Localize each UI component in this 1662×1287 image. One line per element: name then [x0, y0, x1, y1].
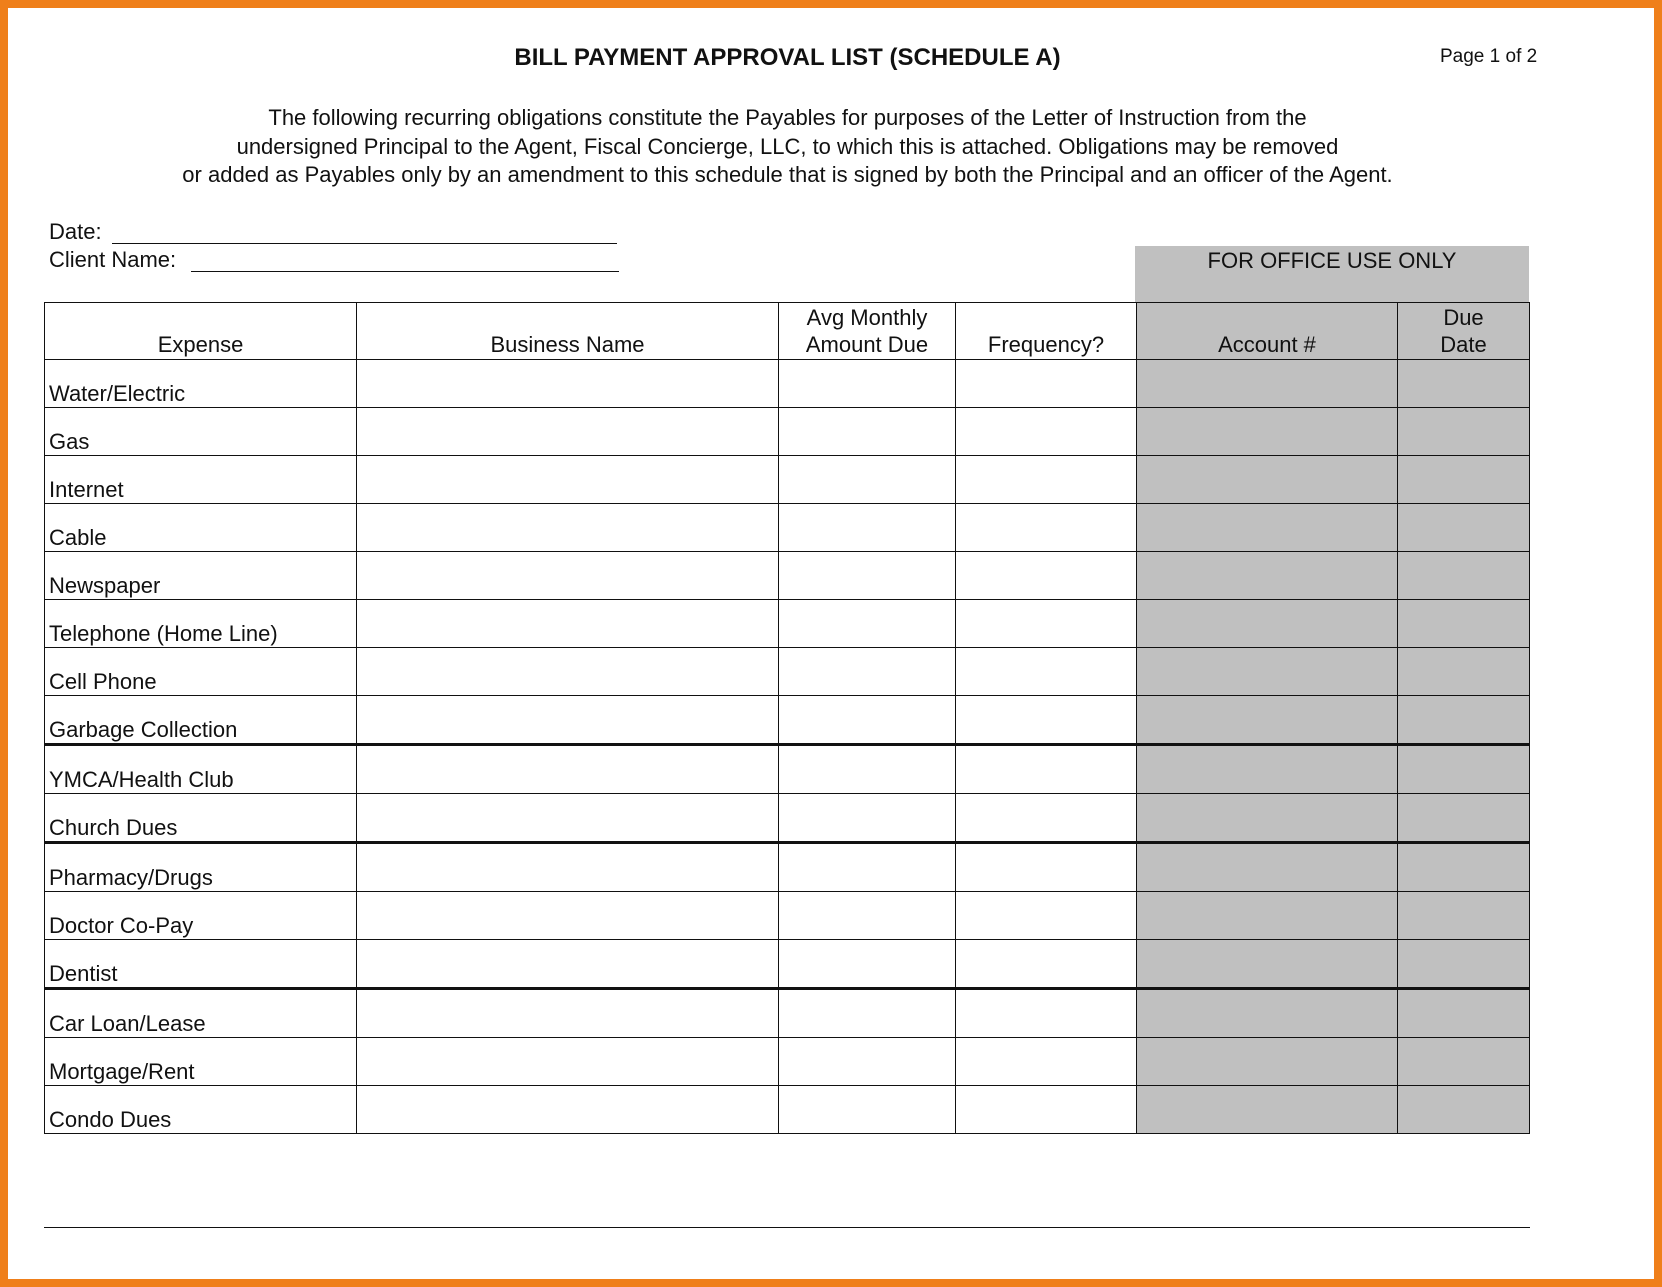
expense-cell: Condo Dues: [45, 1086, 357, 1134]
header-business-name-label: Business Name: [490, 332, 645, 357]
account-cell[interactable]: [1137, 1038, 1398, 1086]
business-name-cell[interactable]: [357, 892, 779, 940]
avg-amount-cell[interactable]: [779, 600, 956, 648]
table-row: [45, 843, 1530, 892]
expense-cell: Doctor Co-Pay: [45, 892, 357, 940]
business-name-cell[interactable]: [357, 989, 779, 1038]
due-date-cell[interactable]: [1398, 892, 1530, 940]
header-due-line1: Due: [1443, 305, 1484, 330]
table-row: [45, 892, 1530, 940]
frequency-cell[interactable]: [956, 843, 1137, 892]
header-due-date: [1398, 303, 1530, 360]
avg-amount-cell[interactable]: [779, 843, 956, 892]
business-name-cell[interactable]: [357, 745, 779, 794]
payables-table-wrapper: [44, 302, 1530, 1134]
frequency-cell[interactable]: [956, 456, 1137, 504]
frequency-cell[interactable]: [956, 989, 1137, 1038]
expense-cell: Newspaper: [45, 552, 357, 600]
table-row: [45, 1086, 1530, 1134]
business-name-cell[interactable]: [357, 843, 779, 892]
office-use-label: FOR OFFICE USE ONLY: [1207, 248, 1457, 273]
frequency-cell[interactable]: [956, 408, 1137, 456]
due-date-cell[interactable]: [1398, 360, 1530, 408]
header-account: [1137, 303, 1398, 360]
avg-amount-cell[interactable]: [779, 892, 956, 940]
avg-amount-cell[interactable]: [779, 1086, 956, 1134]
header-expense: [45, 303, 357, 360]
table-row: [45, 989, 1530, 1038]
due-date-cell[interactable]: [1398, 648, 1530, 696]
frequency-cell[interactable]: [956, 1038, 1137, 1086]
footer-rule: [44, 1227, 1530, 1228]
expense-cell: Garbage Collection: [45, 696, 357, 745]
table-row: [45, 504, 1530, 552]
header-avg-monthly-line2: Amount Due: [805, 332, 929, 357]
date-label: Date:: [49, 219, 102, 244]
avg-amount-cell[interactable]: [779, 794, 956, 843]
table-row: [45, 794, 1530, 843]
due-date-cell[interactable]: [1398, 745, 1530, 794]
business-name-cell[interactable]: [357, 1038, 779, 1086]
business-name-cell[interactable]: [357, 648, 779, 696]
avg-amount-cell[interactable]: [779, 1038, 956, 1086]
avg-amount-cell[interactable]: [779, 696, 956, 745]
avg-amount-cell[interactable]: [779, 456, 956, 504]
avg-amount-cell[interactable]: [779, 408, 956, 456]
header-avg-monthly: [779, 303, 956, 360]
account-cell[interactable]: [1137, 794, 1398, 843]
header-avg-monthly-line1: Avg Monthly: [806, 305, 928, 330]
due-date-cell[interactable]: [1398, 989, 1530, 1038]
account-cell[interactable]: [1137, 456, 1398, 504]
business-name-cell[interactable]: [357, 940, 779, 989]
table-header-row: [45, 303, 1530, 360]
table-row: [45, 648, 1530, 696]
header-account-label: Account #: [1218, 332, 1316, 357]
business-name-cell[interactable]: [357, 504, 779, 552]
frequency-cell[interactable]: [956, 794, 1137, 843]
account-cell[interactable]: [1137, 552, 1398, 600]
account-cell[interactable]: [1137, 940, 1398, 989]
table-row: [45, 408, 1530, 456]
avg-amount-cell[interactable]: [779, 989, 956, 1038]
business-name-cell[interactable]: [357, 1086, 779, 1134]
header-business-name: [357, 303, 779, 360]
frequency-cell[interactable]: [956, 552, 1137, 600]
avg-amount-cell[interactable]: [779, 940, 956, 989]
table-row: [45, 696, 1530, 745]
client-name-field[interactable]: [191, 271, 619, 272]
due-date-cell[interactable]: [1398, 552, 1530, 600]
expense-cell: Church Dues: [45, 794, 357, 843]
avg-amount-cell[interactable]: [779, 504, 956, 552]
due-date-cell[interactable]: [1398, 843, 1530, 892]
header-expense-label: Expense: [157, 332, 244, 357]
table-row: [45, 360, 1530, 408]
due-date-cell[interactable]: [1398, 940, 1530, 989]
account-cell[interactable]: [1137, 360, 1398, 408]
account-cell[interactable]: [1137, 408, 1398, 456]
expense-cell: YMCA/Health Club: [45, 745, 357, 794]
business-name-cell[interactable]: [357, 552, 779, 600]
avg-amount-cell[interactable]: [779, 360, 956, 408]
expense-cell: Pharmacy/Drugs: [45, 843, 357, 892]
frequency-cell[interactable]: [956, 940, 1137, 989]
due-date-cell[interactable]: [1398, 504, 1530, 552]
table-row: [45, 745, 1530, 794]
account-cell[interactable]: [1137, 745, 1398, 794]
frequency-cell[interactable]: [956, 360, 1137, 408]
account-cell[interactable]: [1137, 989, 1398, 1038]
table-row: [45, 600, 1530, 648]
account-cell[interactable]: [1137, 892, 1398, 940]
intro-line: The following recurring obligations constitute the Payables for purposes of the Letter of Instruction from the: [268, 105, 1307, 130]
due-date-cell[interactable]: [1398, 696, 1530, 745]
intro-line: undersigned Principal to the Agent, Fiscal Concierge, LLC, to which this is attached. Obligations may be removed: [236, 133, 1339, 159]
payables-table: [44, 302, 1530, 1134]
account-cell[interactable]: [1137, 600, 1398, 648]
expense-cell: Water/Electric: [45, 360, 357, 408]
business-name-cell[interactable]: [357, 456, 779, 504]
due-date-cell[interactable]: [1398, 794, 1530, 843]
due-date-cell[interactable]: [1398, 1086, 1530, 1134]
client-name-label: Client Name:: [49, 247, 177, 272]
table-row: [45, 552, 1530, 600]
frequency-cell[interactable]: [956, 696, 1137, 745]
intro-line: or added as Payables only by an amendment to this schedule that is signed by both the Principal and an officer of the Agent.: [182, 162, 1393, 187]
expense-cell: Gas: [45, 408, 357, 456]
due-date-cell[interactable]: [1398, 600, 1530, 648]
expense-cell: Internet: [45, 456, 357, 504]
header-frequency: [956, 303, 1137, 360]
business-name-cell[interactable]: [357, 794, 779, 843]
due-date-cell[interactable]: [1398, 1038, 1530, 1086]
table-row: [45, 940, 1530, 989]
expense-cell: Cell Phone: [45, 648, 357, 696]
header-frequency-label: Frequency?: [987, 332, 1105, 357]
business-name-cell[interactable]: [357, 600, 779, 648]
business-name-cell[interactable]: [357, 696, 779, 745]
expense-cell: Mortgage/Rent: [45, 1038, 357, 1086]
frequency-cell[interactable]: [956, 1086, 1137, 1134]
frequency-cell[interactable]: [956, 600, 1137, 648]
avg-amount-cell[interactable]: [779, 745, 956, 794]
due-date-cell[interactable]: [1398, 408, 1530, 456]
page-indicator: Page 1 of 2: [1440, 46, 1538, 67]
frequency-cell[interactable]: [956, 504, 1137, 552]
avg-amount-cell[interactable]: [779, 648, 956, 696]
table-row: [45, 456, 1530, 504]
account-cell[interactable]: [1137, 648, 1398, 696]
account-cell[interactable]: [1137, 1086, 1398, 1134]
frequency-cell[interactable]: [956, 745, 1137, 794]
avg-amount-cell[interactable]: [779, 552, 956, 600]
header-due-line2: Date: [1440, 332, 1487, 357]
expense-cell: Dentist: [45, 940, 357, 989]
office-use-header: [1135, 246, 1529, 303]
account-cell[interactable]: [1137, 696, 1398, 745]
business-name-cell[interactable]: [357, 408, 779, 456]
table-row: [45, 1038, 1530, 1086]
expense-cell: Car Loan/Lease: [45, 989, 357, 1038]
due-date-cell[interactable]: [1398, 456, 1530, 504]
table-body: [45, 360, 1530, 1134]
expense-cell: Telephone (Home Line): [45, 600, 357, 648]
expense-cell: Cable: [45, 504, 357, 552]
page-title: BILL PAYMENT APPROVAL LIST (SCHEDULE A): [514, 44, 1061, 71]
account-cell[interactable]: [1137, 504, 1398, 552]
frequency-cell[interactable]: [956, 892, 1137, 940]
frequency-cell[interactable]: [956, 648, 1137, 696]
account-cell[interactable]: [1137, 843, 1398, 892]
date-field[interactable]: [112, 243, 617, 244]
business-name-cell[interactable]: [357, 360, 779, 408]
intro-paragraph: [60, 104, 1515, 190]
